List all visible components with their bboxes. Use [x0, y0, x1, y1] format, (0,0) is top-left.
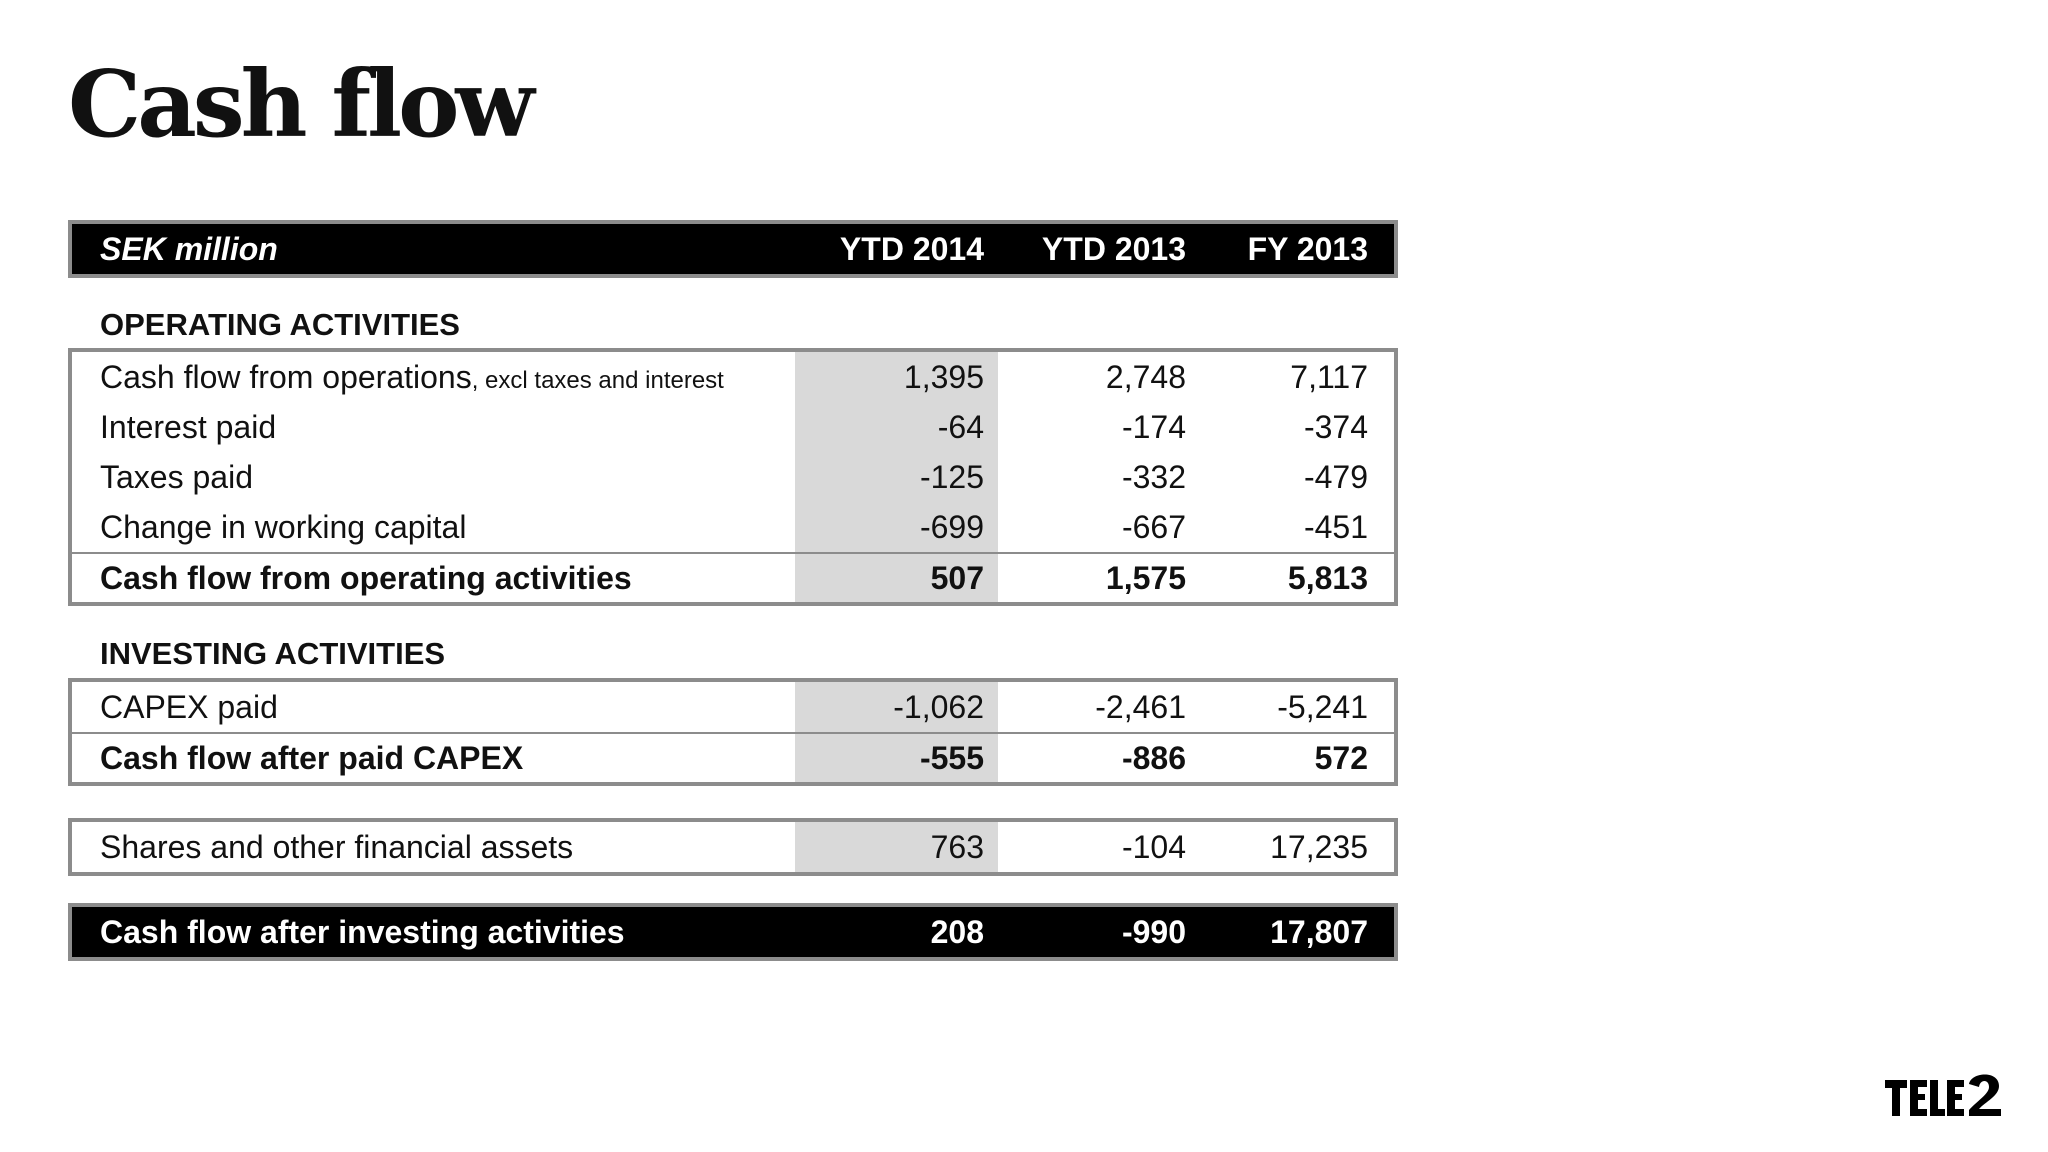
grand-total-table: [68, 903, 1398, 961]
investing-table: [68, 678, 1398, 786]
row-label-main: Cash flow from operations: [100, 358, 472, 395]
value-fy-2013: -479: [1303, 458, 1368, 495]
value-ytd-2013: -886: [1121, 739, 1186, 776]
total-row: [72, 732, 1394, 782]
row-label: Cash flow after paid CAPEX: [100, 739, 524, 776]
value-fy-2013: 17,807: [1270, 913, 1368, 950]
table-row: [72, 822, 1394, 872]
value-fy-2013: 572: [1314, 739, 1368, 776]
table-row: [72, 352, 1394, 402]
value-ytd-2014: -555: [919, 739, 984, 776]
investing-section-title: INVESTING ACTIVITIES: [100, 636, 446, 671]
total-row: [72, 552, 1394, 602]
value-ytd-2014: -64: [937, 408, 984, 445]
shares-table: [68, 818, 1398, 876]
table-row: [72, 402, 1394, 452]
grand-total-row: [72, 907, 1394, 957]
value-fy-2013: 7,117: [1290, 358, 1368, 395]
value-fy-2013: 5,813: [1287, 559, 1368, 596]
table-row: [72, 502, 1394, 552]
row-label: [100, 359, 724, 396]
value-ytd-2013: -174: [1121, 408, 1186, 445]
row-label-note: , excl taxes and interest: [471, 366, 724, 394]
header-row: [72, 224, 1394, 274]
operating-section-title: OPERATING ACTIVITIES: [100, 307, 460, 342]
table-row: [72, 682, 1394, 732]
table-row: [72, 452, 1394, 502]
row-label: Cash flow from operating activities: [100, 559, 632, 596]
row-label: Cash flow after investing activities: [100, 913, 625, 950]
value-ytd-2014: 507: [930, 559, 984, 596]
value-ytd-2013: -990: [1121, 913, 1186, 950]
row-label: Interest paid: [100, 408, 277, 445]
row-label: Taxes paid: [100, 458, 253, 495]
operating-table: [68, 348, 1398, 606]
value-fy-2013: -451: [1303, 508, 1368, 545]
header-col-fy-2013: FY 2013: [1247, 230, 1368, 267]
value-ytd-2013: 1,575: [1105, 559, 1186, 596]
header-unit-label: SEK million: [100, 230, 278, 267]
value-ytd-2013: -667: [1121, 508, 1186, 545]
value-ytd-2013: -104: [1121, 828, 1186, 865]
value-ytd-2014: -699: [919, 508, 984, 545]
page-title: Cash flow: [68, 50, 531, 158]
value-ytd-2014: 763: [930, 828, 984, 865]
value-fy-2013: -374: [1303, 408, 1368, 445]
row-label: Shares and other financial assets: [100, 828, 574, 865]
tele2-logo: [1885, 1070, 2003, 1118]
table-header: [68, 220, 1398, 278]
value-fy-2013: -5,241: [1277, 688, 1368, 725]
value-ytd-2014: 1,395: [903, 358, 984, 395]
header-col-ytd-2014: YTD 2014: [839, 230, 984, 267]
row-label: Change in working capital: [100, 508, 467, 545]
header-col-ytd-2013: YTD 2013: [1041, 230, 1186, 267]
row-label: CAPEX paid: [100, 688, 278, 725]
value-ytd-2014: 208: [930, 913, 984, 950]
value-ytd-2014: -1,062: [893, 688, 984, 725]
value-ytd-2013: 2,748: [1105, 358, 1186, 395]
value-ytd-2014: -125: [919, 458, 984, 495]
value-ytd-2013: -332: [1121, 458, 1186, 495]
value-fy-2013: 17,235: [1270, 828, 1368, 865]
value-ytd-2013: -2,461: [1095, 688, 1186, 725]
